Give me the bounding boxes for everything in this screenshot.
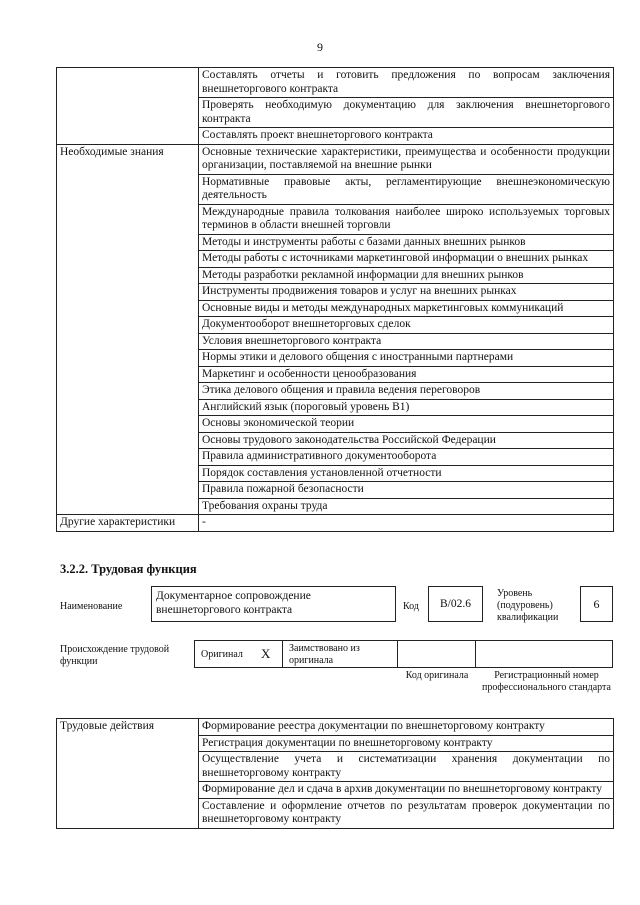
table-cell: Проверять необходимую документацию для заключения внешнеторгового контракта xyxy=(199,98,614,128)
table-row xyxy=(57,144,614,174)
table-cell: Нормы этики и делового общения с иностранными партнерами xyxy=(199,350,614,367)
table-cell: Нормативные правовые акты, регламентирующие внешнеэкономическую деятельность xyxy=(199,174,614,204)
actions-table xyxy=(56,718,614,829)
table-cell: Документооборот внешнеторговых сделок xyxy=(199,317,614,334)
code-label: Код xyxy=(403,601,419,612)
borrowed-label: Заимствовано из оригинала xyxy=(289,643,360,666)
other-value: - xyxy=(199,515,614,532)
actions-label: Трудовые действия xyxy=(57,719,199,829)
function-name-box xyxy=(151,586,396,622)
divider xyxy=(475,641,476,667)
original-mark: X xyxy=(261,646,271,661)
original-label: Оригинал xyxy=(201,649,243,660)
table-cell: Условия внешнеторгового контракта xyxy=(199,333,614,350)
requirements-table xyxy=(56,67,614,532)
table-cell: Правила пожарной безопасности xyxy=(199,482,614,499)
skills-label-cell xyxy=(57,68,199,145)
origin-label: Происхождение трудовой функции xyxy=(60,644,170,667)
table-cell: Осуществление учета и систематизации хранения документации по внешнеторговому контракту xyxy=(199,752,614,782)
level-label: Уровень (подуровень) квалификации xyxy=(497,588,559,623)
table-cell: Порядок составления установленной отчетности xyxy=(199,465,614,482)
table-cell: Методы и инструменты работы с базами данных внешних рынков xyxy=(199,234,614,251)
name-label: Наименование xyxy=(60,601,123,612)
table-row xyxy=(57,68,614,98)
table-cell: Английский язык (пороговый уровень В1) xyxy=(199,399,614,416)
section-title: 3.2.2. Трудовая функция xyxy=(60,562,197,576)
table-cell: Основы экономической теории xyxy=(199,416,614,433)
reg-caption: Регистрационный номер профессионального стандарта xyxy=(482,670,611,693)
other-label: Другие характеристики xyxy=(57,515,199,532)
table-cell: Составлять проект внешнеторгового контракта xyxy=(199,128,614,145)
table-cell: Основные технические характеристики, преимущества и особенности продукции организации, поставляемой на внешние рынки xyxy=(199,144,614,174)
table-cell: Регистрация документации по внешнеторговому контракту xyxy=(199,735,614,752)
table-cell: Формирование реестра документации по внешнеторговому контракту xyxy=(199,719,614,736)
table-cell: Методы разработки рекламной информации для внешних рынков xyxy=(199,267,614,284)
table-cell: Основные виды и методы международных маркетинговых коммуникаций xyxy=(199,300,614,317)
divider xyxy=(397,641,398,667)
knowledge-label: Необходимые знания xyxy=(57,144,199,515)
table-cell: Составление и оформление отчетов по результатам проверок документации по внешнеторговому контракту xyxy=(199,798,614,828)
table-cell: Международные правила толкования наиболее широко используемых торговых терминов в области внешней торговли xyxy=(199,204,614,234)
table-cell: Этика делового общения и правила ведения переговоров xyxy=(199,383,614,400)
table-row xyxy=(57,719,614,736)
page-number: 9 xyxy=(317,40,323,54)
table-cell: Формирование дел и сдача в архив документации по внешнеторговому контракту xyxy=(199,782,614,799)
level-value: 6 xyxy=(580,586,613,622)
origin-row xyxy=(194,640,613,668)
table-cell: Инструменты продвижения товаров и услуг на внешних рынках xyxy=(199,284,614,301)
table-cell: Основы трудового законодательства Российской Федерации xyxy=(199,432,614,449)
function-name: Документарное сопровождение внешнеторгового контракта xyxy=(156,590,311,616)
table-row xyxy=(57,515,614,532)
function-code: B/02.6 xyxy=(428,586,483,622)
table-cell: Маркетинг и особенности ценообразования xyxy=(199,366,614,383)
table-cell: Правила административного документооборота xyxy=(199,449,614,466)
table-cell: Требования охраны труда xyxy=(199,498,614,515)
table-cell: Методы работы с источниками маркетинговой информации о внешних рынках xyxy=(199,251,614,268)
code-caption: Код оригинала xyxy=(405,670,469,681)
divider xyxy=(282,641,283,667)
table-cell: Составлять отчеты и готовить предложения по вопросам заключения внешнеторгового контракта xyxy=(199,68,614,98)
